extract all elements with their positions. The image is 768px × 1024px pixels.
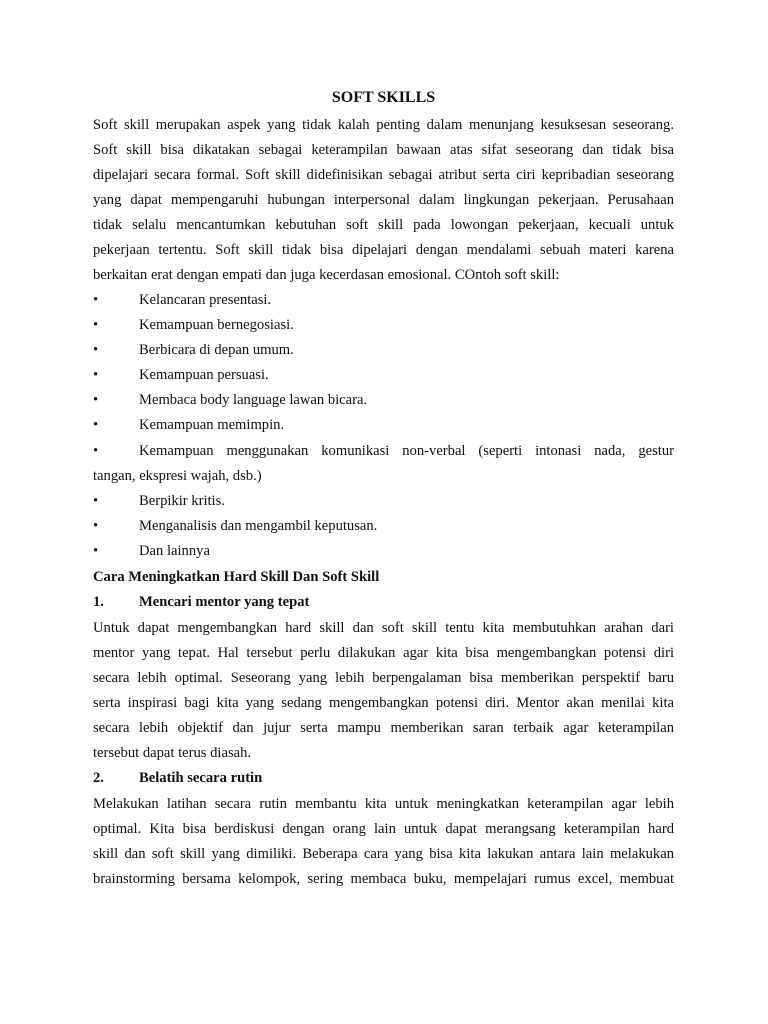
bullet-marker: • <box>93 543 99 559</box>
bullet-marker: • <box>93 417 99 433</box>
step-paragraph-line: brainstorming bersama kelompok, sering membaca buku, mempelajari rumus excel, membuat <box>93 871 674 887</box>
step-paragraph-line: secara lebih objektif dan jujur serta mampu memberikan saran terbaik agar keterampilan <box>93 720 674 736</box>
step-paragraph-line: mentor yang tepat. Hal tersebut perlu dilakukan agar kita bisa mengembangkan potensi diri <box>93 645 674 661</box>
bullet-marker: • <box>93 342 99 358</box>
list-item-continuation: tangan, ekspresi wajah, dsb.) <box>93 468 262 484</box>
step-paragraph-line: optimal. Kita bisa berdiskusi dengan orang lain untuk dapat merangsang keterampilan hard <box>93 821 674 837</box>
step-paragraph-line: skill dan soft skill yang dimiliki. Beberapa cara yang bisa kita lakukan antara lain melakukan <box>93 846 674 862</box>
list-item: Dan lainnya <box>139 543 210 559</box>
list-item: Menganalisis dan mengambil keputusan. <box>139 518 378 534</box>
list-item: Berpikir kritis. <box>139 493 225 509</box>
step-title: Mencari mentor yang tepat <box>139 594 310 610</box>
intro-line: berkaitan erat dengan empati dan juga kecerdasan emosional. COntoh soft skill: <box>93 267 560 283</box>
intro-line: tidak selalu mencantumkan kebutuhan soft skill pada lowongan pekerjaan, kecuali untuk <box>93 217 674 233</box>
document-title: SOFT SKILLS <box>331 89 436 106</box>
step-paragraph-line: Melakukan latihan secara rutin membantu kita untuk meningkatkan keterampilan agar lebih <box>93 796 674 812</box>
step-paragraph-line: serta inspirasi bagi kita yang sedang mengembangkan potensi diri. Mentor akan menilai kita <box>93 695 674 711</box>
step-title: Belatih secara rutin <box>139 770 263 786</box>
intro-line: dipelajari secara formal. Soft skill didefinisikan sebagai atribut serta ciri kepribadian seseorang <box>93 167 674 183</box>
section-heading: Cara Meningkatkan Hard Skill Dan Soft Skill <box>93 569 380 585</box>
bullet-marker: • <box>93 317 99 333</box>
bullet-marker: • <box>93 292 99 308</box>
list-item: Berbicara di depan umum. <box>139 342 294 358</box>
intro-line: Soft skill merupakan aspek yang tidak kalah penting dalam menunjang kesuksesan seseorang. <box>93 117 674 133</box>
step-paragraph-line: secara lebih optimal. Seseorang yang lebih berpengalaman bisa memberikan perspektif baru <box>93 670 674 686</box>
step-paragraph-line: tersebut dapat terus diasah. <box>93 745 252 761</box>
intro-line: yang dapat mempengaruhi hubungan interpersonal dalam lingkungan pekerjaan. Perusahaan <box>93 192 674 208</box>
list-item: Kemampuan persuasi. <box>139 367 269 383</box>
step-number: 1. <box>93 594 104 610</box>
bullet-marker: • <box>93 493 99 509</box>
list-item: Kemampuan bernegosiasi. <box>139 317 294 333</box>
bullet-marker: • <box>93 518 99 534</box>
list-item: Membaca body language lawan bicara. <box>139 392 368 408</box>
step-paragraph-line: Untuk dapat mengembangkan hard skill dan soft skill tentu kita membutuhkan arahan dari <box>93 620 674 636</box>
bullet-marker: • <box>93 367 99 383</box>
list-item: Kelancaran presentasi. <box>139 292 272 308</box>
step-number: 2. <box>93 770 104 786</box>
list-item: Kemampuan menggunakan komunikasi non-verbal (seperti intonasi nada, gestur <box>139 443 674 459</box>
bullet-marker: • <box>93 443 99 459</box>
bullet-marker: • <box>93 392 99 408</box>
intro-line: pekerjaan tertentu. Soft skill tidak bisa dipelajari dengan mendalami sebuah materi karena <box>93 242 674 258</box>
list-item: Kemampuan memimpin. <box>139 417 285 433</box>
intro-line: Soft skill bisa dikatakan sebagai keterampilan bawaan atas sifat seseorang dan tidak bisa <box>93 142 674 158</box>
